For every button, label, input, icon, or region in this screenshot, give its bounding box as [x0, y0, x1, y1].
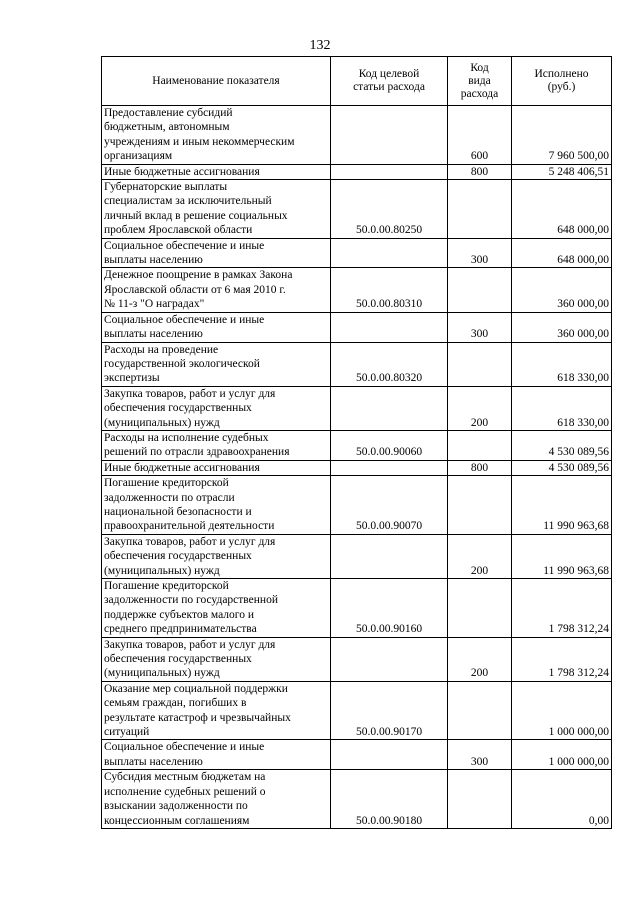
- cell-indicator-name: Социальное обеспечение и иные выплаты населению: [102, 238, 331, 268]
- cell-executed-amount: 5 248 406,51: [512, 164, 612, 179]
- table-header-row: [102, 57, 612, 106]
- table-row: [102, 534, 612, 578]
- cell-indicator-name: Губернаторские выплаты специалистам за исключительный личный вклад в решение социальных проблем Ярославской области: [102, 180, 331, 239]
- cell-indicator-name: Расходы на исполнение судебных решений по отрасли здравоохранения: [102, 430, 331, 460]
- cell-expense-kind: 800: [448, 164, 512, 179]
- cell-expense-kind: [448, 579, 512, 638]
- table-row: [102, 268, 612, 312]
- table-row: [102, 770, 612, 829]
- cell-target-code: 50.0.00.80250: [331, 180, 448, 239]
- cell-indicator-name: Погашение кредиторской задолженности по государственной поддержке субъектов малого и среднего предпринимательства: [102, 579, 331, 638]
- cell-expense-kind: 300: [448, 238, 512, 268]
- table-row: [102, 476, 612, 535]
- cell-target-code: [331, 637, 448, 681]
- table-row: [102, 238, 612, 268]
- cell-executed-amount: 648 000,00: [512, 180, 612, 239]
- cell-expense-kind: [448, 476, 512, 535]
- table-row: [102, 740, 612, 770]
- cell-executed-amount: 11 990 963,68: [512, 476, 612, 535]
- cell-target-code: [331, 386, 448, 430]
- cell-executed-amount: 618 330,00: [512, 386, 612, 430]
- cell-expense-kind: [448, 430, 512, 460]
- cell-target-code: [331, 106, 448, 165]
- cell-indicator-name: Закупка товаров, работ и услуг для обеспечения государственных (муниципальных) нужд: [102, 386, 331, 430]
- cell-indicator-name: Расходы на проведение государственной экологической экспертизы: [102, 342, 331, 386]
- cell-expense-kind: 300: [448, 312, 512, 342]
- table-row: [102, 579, 612, 638]
- cell-indicator-name: Оказание мер социальной поддержки семьям граждан, погибших в результате катастроф и чрезвычайных ситуаций: [102, 681, 331, 740]
- cell-expense-kind: [448, 180, 512, 239]
- cell-executed-amount: 1 000 000,00: [512, 681, 612, 740]
- cell-executed-amount: 4 530 089,56: [512, 460, 612, 475]
- expenditure-table: [101, 56, 612, 829]
- cell-indicator-name: Иные бюджетные ассигнования: [102, 460, 331, 475]
- cell-indicator-name: Предоставление субсидий бюджетным, автономным учреждениям и иным некоммерческим организациям: [102, 106, 331, 165]
- cell-expense-kind: [448, 770, 512, 829]
- cell-executed-amount: 1 000 000,00: [512, 740, 612, 770]
- cell-expense-kind: 300: [448, 740, 512, 770]
- cell-executed-amount: 4 530 089,56: [512, 430, 612, 460]
- cell-executed-amount: 618 330,00: [512, 342, 612, 386]
- cell-executed-amount: 360 000,00: [512, 312, 612, 342]
- cell-expense-kind: 200: [448, 637, 512, 681]
- cell-expense-kind: [448, 681, 512, 740]
- cell-target-code: 50.0.00.90170: [331, 681, 448, 740]
- cell-target-code: [331, 460, 448, 475]
- table-row: [102, 637, 612, 681]
- cell-expense-kind: 200: [448, 534, 512, 578]
- cell-executed-amount: 360 000,00: [512, 268, 612, 312]
- cell-indicator-name: Социальное обеспечение и иные выплаты населению: [102, 312, 331, 342]
- header-indicator-name: Наименование показателя: [102, 57, 331, 106]
- cell-expense-kind: 200: [448, 386, 512, 430]
- cell-target-code: [331, 238, 448, 268]
- cell-indicator-name: Закупка товаров, работ и услуг для обеспечения государственных (муниципальных) нужд: [102, 534, 331, 578]
- cell-indicator-name: Денежное поощрение в рамках Закона Ярославской области от 6 мая 2010 г. № 11-з "О наградах": [102, 268, 331, 312]
- table-row: [102, 164, 612, 179]
- cell-expense-kind: [448, 268, 512, 312]
- table-row: [102, 180, 612, 239]
- header-expense-kind: Код вида расхода: [448, 57, 512, 106]
- table-row: [102, 342, 612, 386]
- cell-executed-amount: 7 960 500,00: [512, 106, 612, 165]
- header-executed-amount: Исполнено (руб.): [512, 57, 612, 106]
- table-row: [102, 386, 612, 430]
- cell-executed-amount: 1 798 312,24: [512, 579, 612, 638]
- cell-executed-amount: 1 798 312,24: [512, 637, 612, 681]
- page-number: 132: [309, 38, 331, 53]
- table-row: [102, 460, 612, 475]
- cell-target-code: 50.0.00.90060: [331, 430, 448, 460]
- table-row: [102, 106, 612, 165]
- header-target-code: Код целевой статьи расхода: [331, 57, 448, 106]
- cell-target-code: [331, 164, 448, 179]
- table-row: [102, 430, 612, 460]
- cell-target-code: 50.0.00.80310: [331, 268, 448, 312]
- cell-target-code: [331, 534, 448, 578]
- cell-indicator-name: Социальное обеспечение и иные выплаты населению: [102, 740, 331, 770]
- cell-expense-kind: [448, 342, 512, 386]
- cell-indicator-name: Субсидия местным бюджетам на исполнение судебных решений о взыскании задолженности по концессионным соглашениям: [102, 770, 331, 829]
- cell-executed-amount: 11 990 963,68: [512, 534, 612, 578]
- cell-expense-kind: 800: [448, 460, 512, 475]
- cell-executed-amount: 648 000,00: [512, 238, 612, 268]
- cell-executed-amount: 0,00: [512, 770, 612, 829]
- table-row: [102, 312, 612, 342]
- cell-target-code: 50.0.00.80320: [331, 342, 448, 386]
- cell-indicator-name: Погашение кредиторской задолженности по отрасли национальной безопасности и правоохранительной деятельности: [102, 476, 331, 535]
- cell-indicator-name: Закупка товаров, работ и услуг для обеспечения государственных (муниципальных) нужд: [102, 637, 331, 681]
- table-row: [102, 681, 612, 740]
- cell-indicator-name: Иные бюджетные ассигнования: [102, 164, 331, 179]
- cell-target-code: 50.0.00.90180: [331, 770, 448, 829]
- cell-target-code: [331, 312, 448, 342]
- cell-target-code: 50.0.00.90070: [331, 476, 448, 535]
- cell-target-code: 50.0.00.90160: [331, 579, 448, 638]
- cell-expense-kind: 600: [448, 106, 512, 165]
- cell-target-code: [331, 740, 448, 770]
